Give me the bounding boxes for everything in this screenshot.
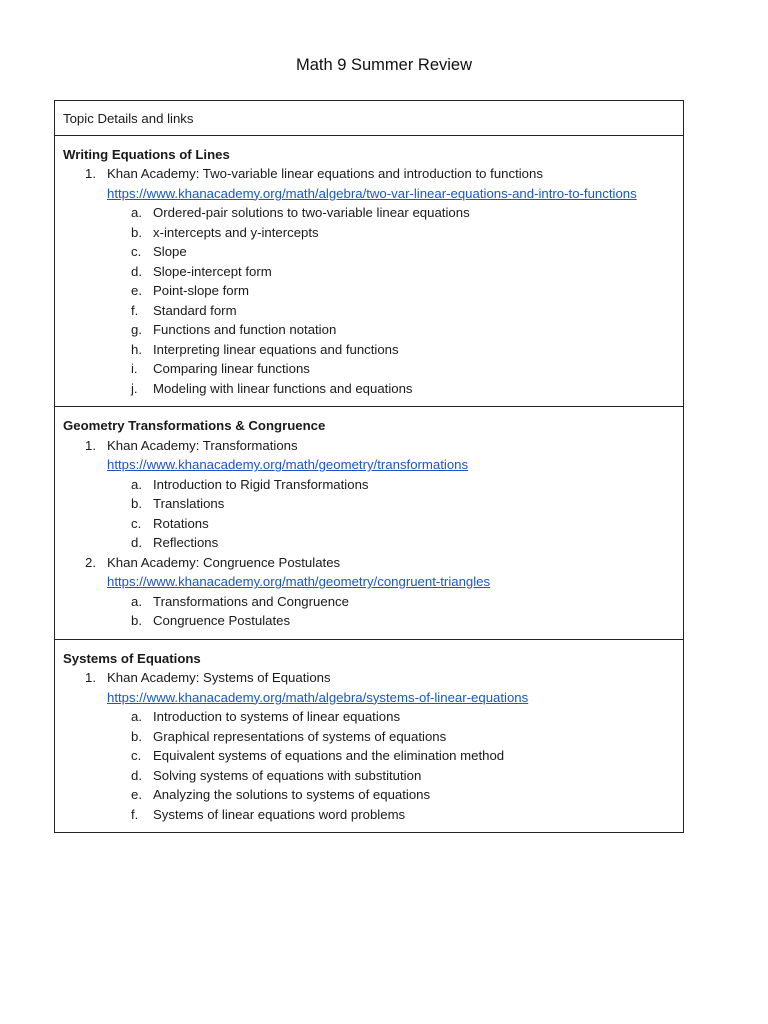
subtopic-label: Analyzing the solutions to systems of equations [153, 787, 431, 802]
subtopic-item [63, 727, 675, 747]
resource-link[interactable]: https://www.khanacademy.org/math/algebra/two-var-linear-equations-and-intro-to-functions [107, 185, 637, 201]
subtopic-label: Slope-intercept form [153, 263, 272, 279]
subtopic-letter: d. [131, 535, 142, 550]
resource-link-line [107, 455, 675, 475]
subtopic-label: Graphical representations of systems of equations [153, 728, 447, 744]
subtopic-label: Interpreting linear equations and functions [153, 341, 399, 357]
table-header-label: Topic Details and links [63, 111, 194, 126]
resource-item [63, 164, 675, 203]
subtopic-label: Functions and function notation [153, 322, 337, 337]
subtopic-letter: e. [131, 787, 142, 802]
resource-link-line [107, 184, 675, 204]
subtopic-letter: c. [131, 515, 142, 531]
subtopic-letter: h. [131, 341, 142, 357]
subtopic-label: Reflections [153, 535, 219, 550]
subtopic-item [63, 379, 675, 399]
subtopic-item [63, 533, 675, 553]
subtopic-letter: f. [131, 806, 139, 822]
subtopic-letter: b. [131, 728, 142, 744]
subtopic-letter: a. [131, 476, 142, 492]
subtopic-item [63, 746, 675, 766]
subtopic-letter: c. [131, 748, 142, 763]
subtopic-letter: e. [131, 283, 142, 298]
subtopic-label: Modeling with linear functions and equations [153, 380, 413, 396]
subtopic-letter: g. [131, 322, 142, 337]
resource-number: 1. [85, 670, 96, 685]
subtopic-item [63, 242, 675, 262]
subtopic-label: Equivalent systems of equations and the elimination method [153, 748, 505, 763]
subtopic-item [63, 494, 675, 514]
subtopic-item [63, 766, 675, 786]
resource-link-line [107, 688, 675, 708]
subtopic-letter: b. [131, 613, 142, 628]
topic-title: Systems of Equations [63, 650, 201, 666]
subtopic-label: Introduction to Rigid Transformations [153, 476, 369, 492]
resource-number: 2. [85, 554, 96, 570]
topic-row [55, 639, 683, 833]
subtopic-label: Solving systems of equations with substitution [153, 767, 422, 783]
subtopic-item [63, 203, 675, 223]
topic-title: Geometry Transformations & Congruence [63, 418, 326, 433]
subtopic-label: Point-slope form [153, 283, 250, 298]
subtopic-label: Rotations [153, 515, 209, 531]
subtopic-item [63, 514, 675, 534]
subtopic-item [63, 805, 675, 825]
subtopic-item [63, 320, 675, 340]
subtopic-letter: j. [131, 380, 138, 396]
table-header-row [55, 101, 683, 135]
subtopic-letter: b. [131, 496, 142, 511]
resource-name: Khan Academy: Transformations [107, 437, 298, 453]
subtopic-letter: a. [131, 593, 142, 609]
subtopic-item [63, 592, 675, 612]
page-title: Math 9 Summer Review [295, 56, 473, 74]
subtopic-label: x-intercepts and y-intercepts [153, 224, 319, 240]
subtopic-label: Standard form [153, 302, 237, 318]
resource-item [63, 553, 675, 592]
subtopic-label: Slope [153, 244, 187, 259]
resource-number: 1. [85, 437, 96, 453]
topic-title: Writing Equations of Lines [63, 146, 230, 162]
resource-link[interactable]: https://www.khanacademy.org/math/geometry/transformations [107, 457, 469, 472]
subtopic-letter: c. [131, 244, 142, 259]
resource-link[interactable]: https://www.khanacademy.org/math/geometry/congruent-triangles [107, 574, 491, 589]
topics-table [54, 100, 684, 833]
subtopic-item [63, 262, 675, 282]
resource-item [63, 436, 675, 475]
subtopic-letter: f. [131, 302, 139, 318]
resource-link[interactable]: https://www.khanacademy.org/math/algebra/systems-of-linear-equations [107, 689, 529, 705]
resource-item [63, 668, 675, 707]
subtopic-item [63, 301, 675, 321]
subtopic-item [63, 785, 675, 805]
subtopic-label: Transformations and Congruence [153, 593, 349, 609]
topic-row [55, 135, 683, 407]
subtopic-letter: i. [131, 361, 138, 376]
subtopic-item [63, 611, 675, 631]
subtopic-label: Introduction to systems of linear equations [153, 709, 401, 724]
subtopic-letter: d. [131, 767, 142, 783]
resource-name: Khan Academy: Congruence Postulates [107, 554, 341, 570]
subtopic-item [63, 707, 675, 727]
subtopic-item [63, 340, 675, 360]
resource-name: Khan Academy: Two-variable linear equations and introduction to functions [107, 166, 543, 181]
subtopic-item [63, 475, 675, 495]
subtopic-label: Translations [153, 496, 225, 511]
subtopic-label: Systems of linear equations word problems [153, 806, 406, 822]
subtopic-label: Congruence Postulates [153, 613, 291, 628]
subtopic-label: Ordered-pair solutions to two-variable linear equations [153, 205, 470, 220]
subtopic-letter: b. [131, 224, 142, 240]
resource-link-line [107, 572, 675, 592]
resource-name: Khan Academy: Systems of Equations [107, 670, 331, 685]
subtopic-letter: a. [131, 205, 142, 220]
subtopic-item [63, 359, 675, 379]
subtopic-label: Comparing linear functions [153, 361, 310, 376]
subtopic-item [63, 281, 675, 301]
resource-number: 1. [85, 166, 96, 181]
subtopic-letter: a. [131, 709, 142, 724]
subtopic-letter: d. [131, 263, 142, 279]
subtopic-item [63, 223, 675, 243]
topic-row [55, 406, 683, 639]
